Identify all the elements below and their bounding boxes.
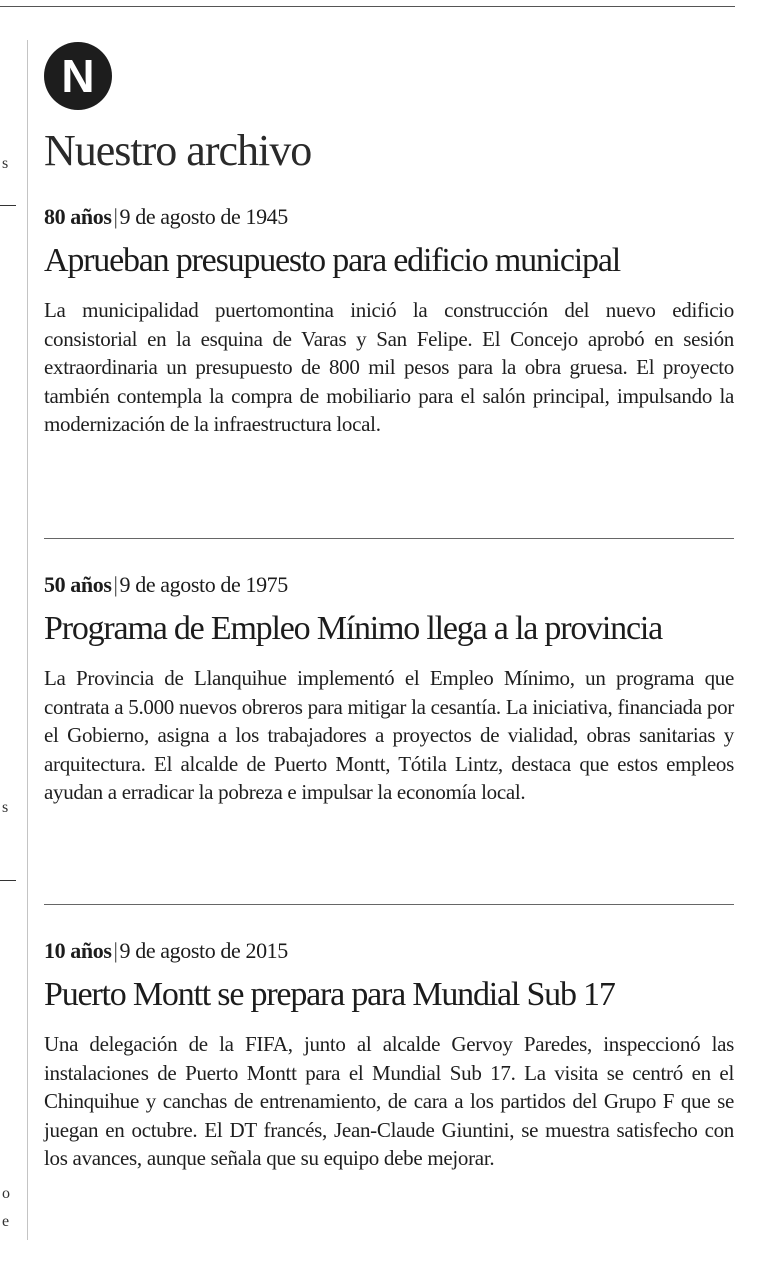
kicker-separator: | — [113, 572, 118, 597]
section-title: Nuestro archivo — [44, 126, 312, 175]
adjacent-column-fragment: s — [2, 799, 9, 816]
entry-years: 80 años — [44, 204, 112, 229]
entry-kicker — [44, 202, 734, 232]
entry-kicker — [44, 570, 734, 600]
archive-entry — [44, 202, 734, 439]
kicker-separator: | — [113, 938, 118, 963]
entry-headline: Puerto Montt se prepara para Mundial Sub 17 — [44, 976, 615, 1013]
entry-years: 10 años — [44, 938, 112, 963]
archive-entry — [44, 936, 734, 1173]
entry-date: 9 de agosto de 2015 — [119, 938, 288, 963]
entry-headline: Programa de Empleo Mínimo llega a la provincia — [44, 610, 662, 647]
adjacent-column-rule — [0, 205, 16, 206]
entry-divider — [44, 538, 734, 539]
entry-body: La municipalidad puertomontina inició la construcción del nuevo edificio consistorial en la esquina de Varas y San Felipe. El Concejo aprobó en sesión extraordinaria un presupuesto de 800 mil pesos para la obra gruesa. El proyecto también contempla la compra de mobiliario para el salón principal, impulsando la modernización de la infraestructura local. — [44, 298, 734, 437]
adjacent-column-fragment: s — [2, 155, 9, 172]
adjacent-column-fragment: e — [2, 1213, 10, 1230]
archive-entry — [44, 570, 734, 807]
entry-kicker — [44, 936, 734, 966]
section-logo — [44, 42, 112, 110]
section-logo-letter: N — [61, 50, 95, 102]
adjacent-column-rule — [0, 880, 16, 881]
entry-body: La Provincia de Llanquihue implementó el Empleo Mínimo, un programa que contrata a 5.000 nuevos obreros para mitigar la cesantía. La iniciativa, financiada por el Gobierno, asigna a los trabajadores a proyectos de vialidad, obras sanitarias y arquitectura. El alcalde de Puerto Montt, Tótila Lintz, destaca que estos empleos ayudan a erradicar la pobreza e impulsar la economía local. — [44, 666, 734, 805]
adjacent-column-fragment: o — [2, 1185, 10, 1202]
column-divider — [27, 40, 28, 1240]
entry-date: 9 de agosto de 1945 — [119, 204, 288, 229]
kicker-separator: | — [113, 204, 118, 229]
entry-body: Una delegación de la FIFA, junto al alcalde Gervoy Paredes, inspeccionó las instalaciones de Puerto Montt para el Mundial Sub 17. La visita se centró en el Chinquihue y canchas de entrenamiento, de cara a los partidos del Grupo F que se juegan en octubre. El DT francés, Jean-Claude Giuntini, se muestra satisfecho con los avances, aunque señala que su equipo debe mejorar. — [44, 1032, 734, 1171]
entry-date: 9 de agosto de 1975 — [119, 572, 288, 597]
entry-divider — [44, 904, 734, 905]
entry-years: 50 años — [44, 572, 112, 597]
top-rule — [0, 6, 735, 7]
entry-headline: Aprueban presupuesto para edificio municipal — [44, 242, 620, 279]
